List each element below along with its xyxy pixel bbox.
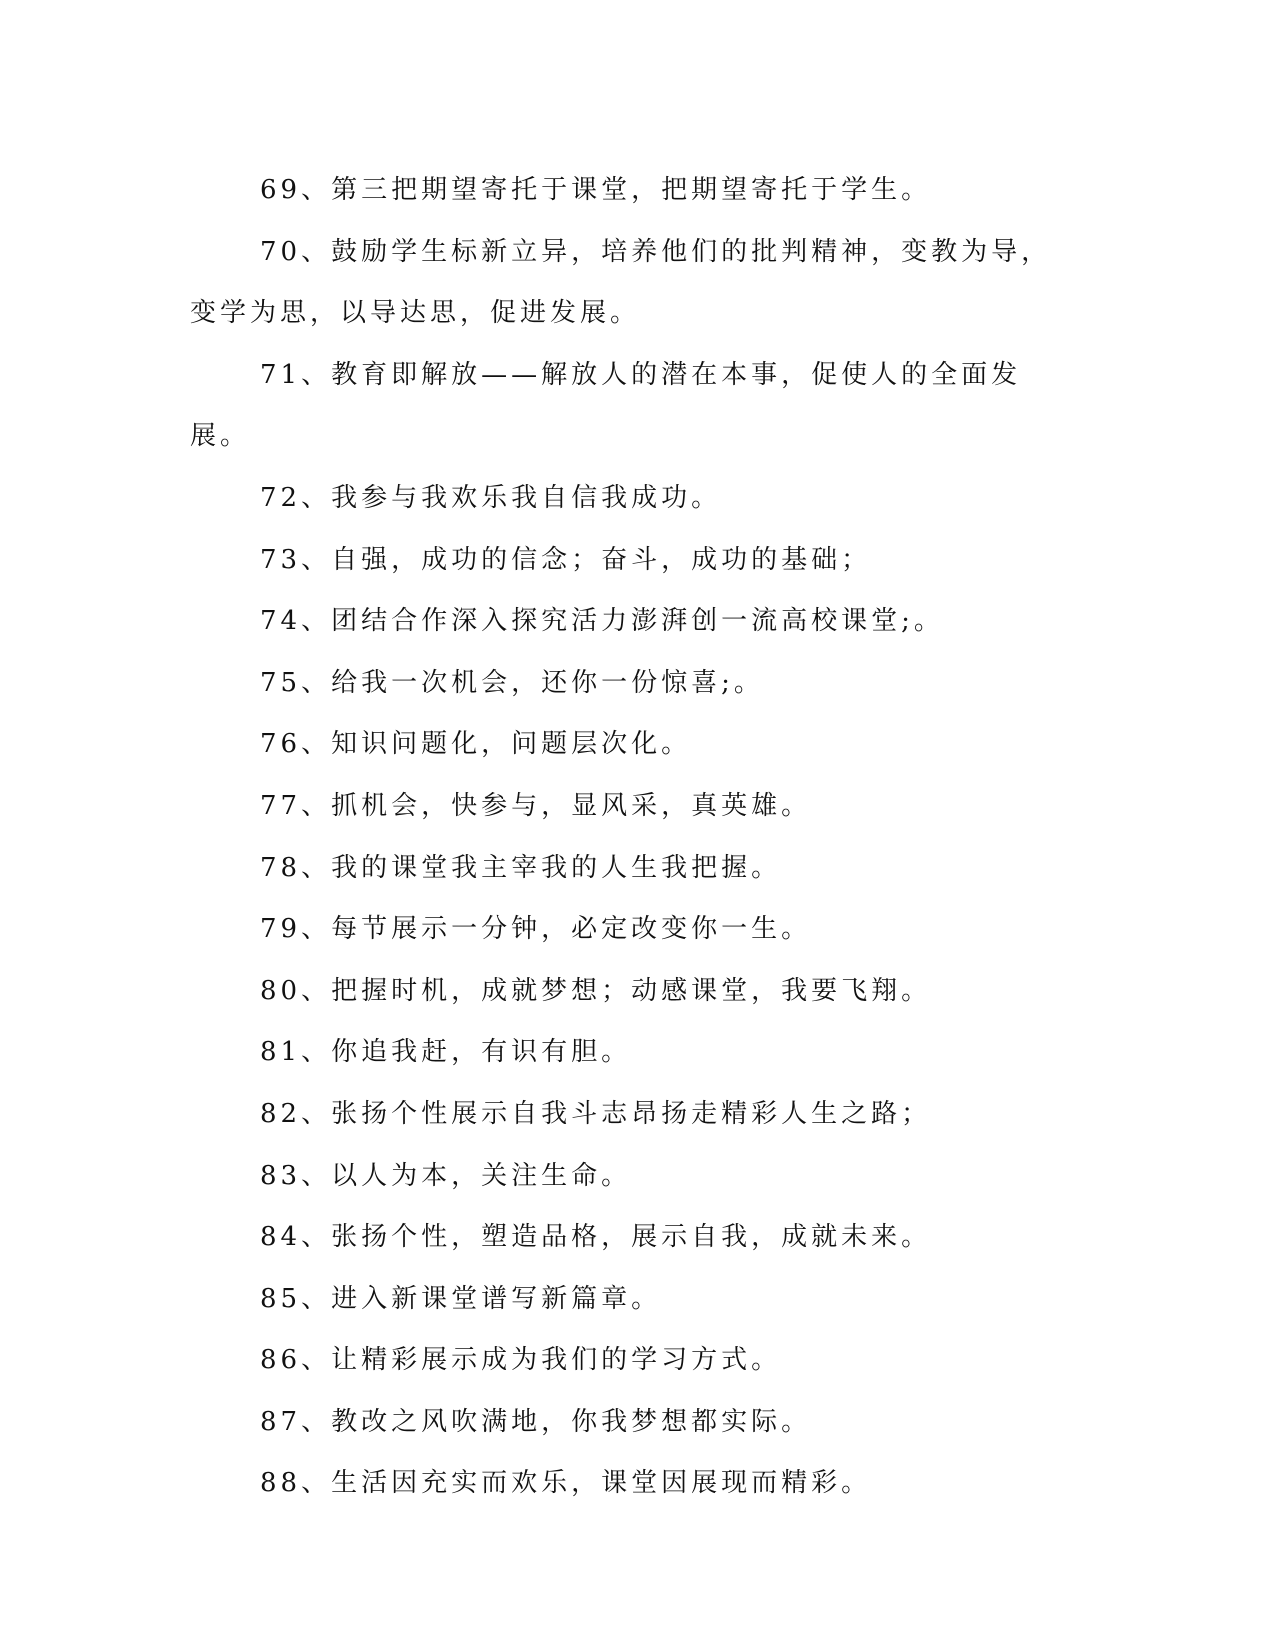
list-item-87: 87、教改之风吹满地，你我梦想都实际。	[260, 1406, 812, 1437]
list-item-73: 73、自强，成功的信念；奋斗，成功的基础；	[260, 544, 872, 575]
list-item-85: 85、进入新课堂谱写新篇章。	[260, 1283, 662, 1314]
document-body	[190, 160, 1080, 1515]
list-item-72: 72、我参与我欢乐我自信我成功。	[260, 482, 722, 513]
list-item-77: 77、抓机会，快参与，显风采，真英雄。	[260, 790, 812, 821]
list-item-69: 69、第三把期望寄托于课堂，把期望寄托于学生。	[260, 175, 932, 205]
list-item-88: 88、生活因充实而欢乐，课堂因展现而精彩。	[260, 1468, 872, 1499]
list-item-82: 82、张扬个性展示自我斗志昂扬走精彩人生之路；	[260, 1098, 932, 1129]
list-item-76: 76、知识问题化，问题层次化。	[260, 729, 692, 760]
list-item-83: 83、以人为本，关注生命。	[260, 1160, 632, 1191]
list-item-71: 71、教育即解放——解放人的潜在本事，促使人的全面发展。	[190, 359, 1022, 452]
list-item-74: 74、团结合作深入探究活力澎湃创一流高校课堂;。	[260, 606, 944, 637]
list-item-70: 70、鼓励学生标新立异，培养他们的批判精神，变教为导，变学为思，以导达思，促进发展。	[190, 236, 1052, 329]
list-item-75: 75、给我一次机会，还你一份惊喜;。	[260, 667, 764, 698]
list-item-79: 79、每节展示一分钟，必定改变你一生。	[260, 914, 812, 945]
list-item-86: 86、让精彩展示成为我们的学习方式。	[260, 1345, 782, 1376]
list-item-81: 81、你追我赶，有识有胆。	[260, 1037, 632, 1068]
list-item-84: 84、张扬个性，塑造品格，展示自我，成就未来。	[260, 1222, 932, 1253]
list-item-78: 78、我的课堂我主宰我的人生我把握。	[260, 852, 782, 883]
list-item-80: 80、把握时机，成就梦想；动感课堂，我要飞翔。	[260, 975, 932, 1006]
